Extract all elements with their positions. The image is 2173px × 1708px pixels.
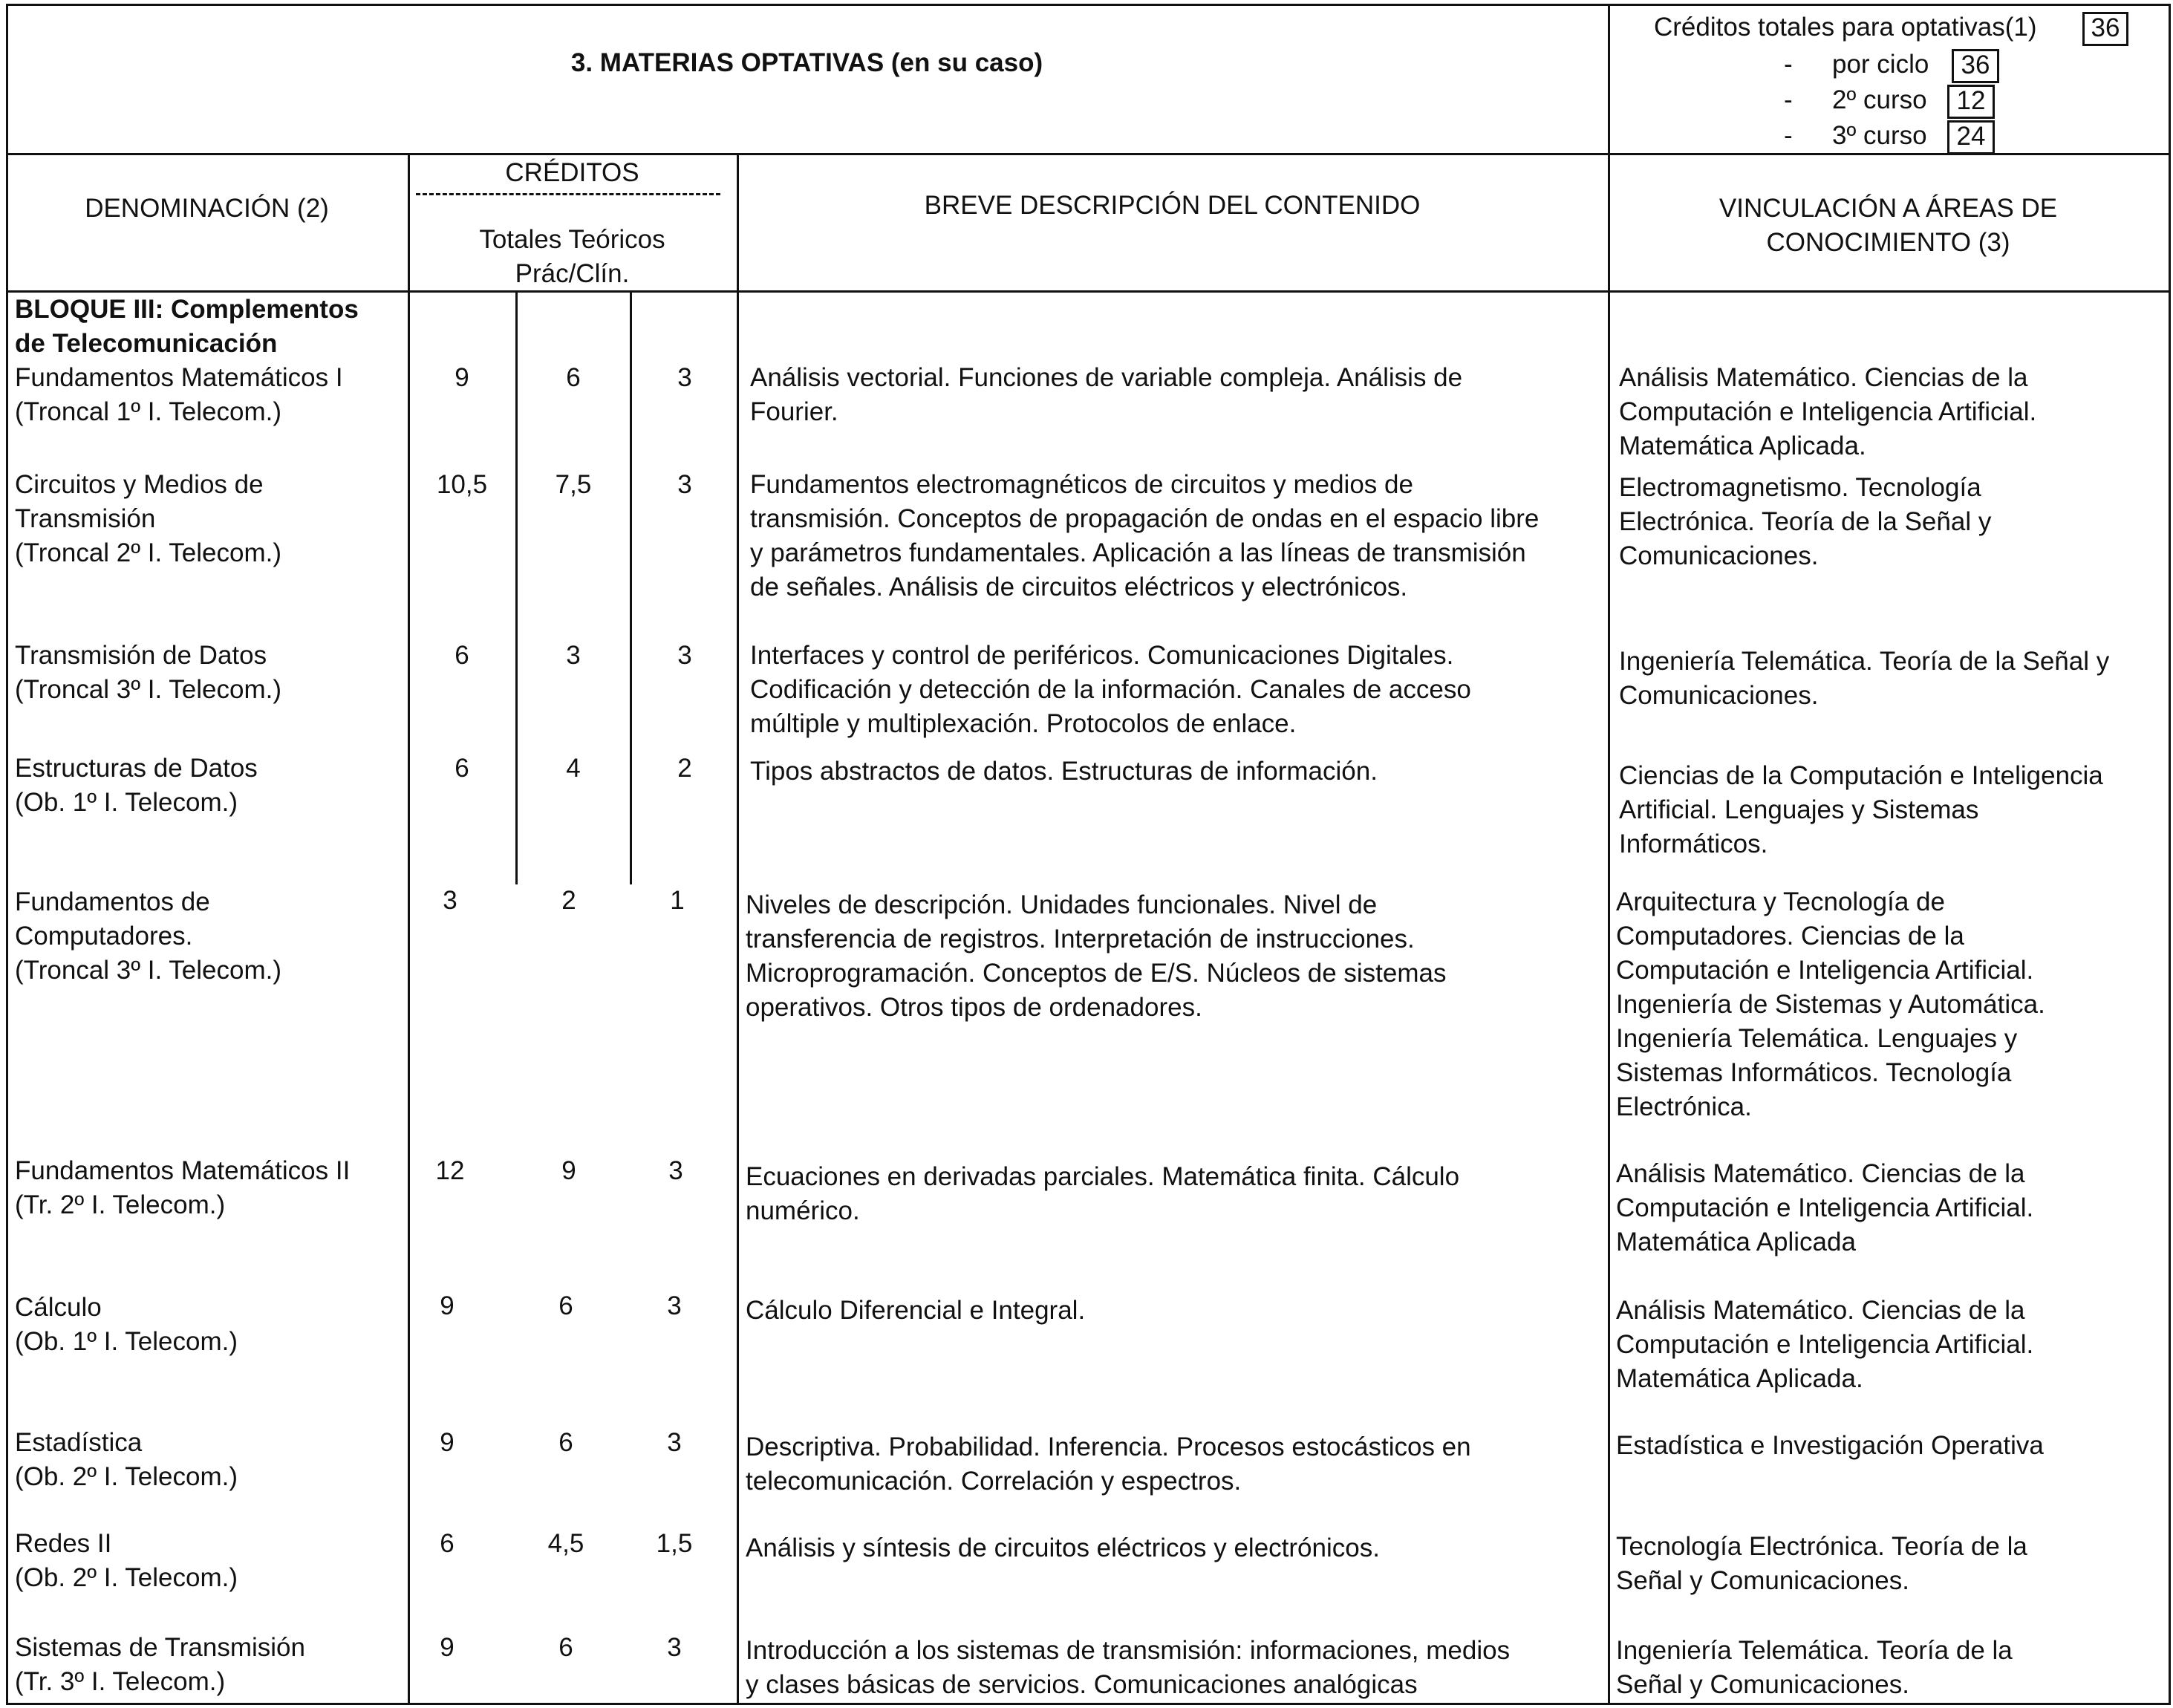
- column-header-creditos-sub: Totales Teóricos Prác/Clín.: [479, 225, 665, 288]
- column-header-descripcion: BREVE DESCRIPCIÓN DEL CONTENIDO: [924, 191, 1421, 220]
- credits-dashed-rule: [416, 193, 720, 195]
- credits-practice: 2: [677, 754, 692, 783]
- knowledge-areas: Estadística e Investigación Operativa: [1616, 1431, 2044, 1460]
- subject-name: Transmisión de Datos (Troncal 3º I. Telecom.): [15, 641, 282, 704]
- credits-practice: 1: [670, 886, 685, 915]
- column-divider-credits-left: [408, 153, 410, 1705]
- credits-ciclo-label: por ciclo: [1832, 50, 1929, 79]
- column-divider-credits-right: [737, 153, 739, 1705]
- credits-practice: 3: [677, 641, 692, 670]
- credits-total: 9: [455, 363, 469, 392]
- credits-total-box: 36: [2082, 12, 2128, 46]
- credits-3curso-label: 3º curso: [1832, 121, 1927, 150]
- credits-practice: 3: [667, 1633, 682, 1662]
- subject-description: Tipos abstractos de datos. Estructuras de información.: [750, 757, 1378, 786]
- credits-theory: 4,5: [547, 1529, 584, 1558]
- section-title: 3. MATERIAS OPTATIVAS (en su caso): [570, 48, 1043, 77]
- credits-theory: 6: [558, 1633, 573, 1662]
- subject-name: Fundamentos Matemáticos I (Troncal 1º I. Telecom.): [15, 363, 343, 426]
- credits-ciclo-box: 36: [1952, 49, 1999, 83]
- credits-theory: 7,5: [555, 470, 592, 499]
- knowledge-areas: Análisis Matemático. Ciencias de la Computación e Inteligencia Artificial. Matemática Aplicada.: [1616, 1296, 2034, 1393]
- subject-name: Estructuras de Datos (Ob. 1º I. Telecom.): [15, 754, 258, 817]
- credits-subdivider-1: [515, 290, 518, 884]
- knowledge-areas: Electromagnetismo. Tecnología Electrónica. Teoría de la Señal y Comunicaciones.: [1619, 473, 1992, 570]
- knowledge-areas: Tecnología Electrónica. Teoría de la Señal y Comunicaciones.: [1616, 1532, 2027, 1595]
- table-border-bottom: [6, 1703, 2171, 1705]
- subject-name: Fundamentos Matemáticos II (Tr. 2º I. Telecom.): [15, 1156, 351, 1219]
- table-border-left: [6, 4, 8, 1705]
- credits-theory: 9: [561, 1156, 576, 1185]
- credits-3curso-box: 24: [1947, 120, 1995, 154]
- column-header-vinculacion: VINCULACIÓN A ÁREAS DE CONOCIMIENTO (3): [1718, 194, 2058, 257]
- credits-practice: 3: [677, 470, 692, 499]
- knowledge-areas: Ciencias de la Computación e Inteligencia Artificial. Lenguajes y Sistemas Informáticos.: [1619, 761, 2103, 858]
- credits-3curso-dash: -: [1784, 121, 1793, 150]
- credits-total: 9: [440, 1291, 455, 1320]
- table-border-top: [6, 4, 2171, 6]
- column-header-denominacion: DENOMINACIÓN (2): [85, 194, 329, 223]
- subject-description: Cálculo Diferencial e Integral.: [746, 1296, 1086, 1325]
- column-divider-header: [1608, 4, 1610, 154]
- credits-ciclo-dash: -: [1784, 50, 1793, 79]
- credits-total: 12: [435, 1156, 465, 1185]
- subject-name: Sistemas de Transmisión (Tr. 3º I. Telecom.): [15, 1633, 305, 1696]
- credits-practice: 3: [677, 363, 692, 392]
- knowledge-areas: Análisis Matemático. Ciencias de la Computación e Inteligencia Artificial. Matemática Aplicada: [1616, 1159, 2034, 1256]
- credits-total: 6: [455, 641, 469, 670]
- header-separator: [6, 153, 2171, 155]
- subject-description: Análisis y síntesis de circuitos eléctricos y electrónicos.: [746, 1533, 1380, 1562]
- credits-theory: 6: [558, 1291, 573, 1320]
- credits-practice: 1,5: [656, 1529, 693, 1558]
- credits-total-label: Créditos totales para optativas(1): [1654, 13, 2037, 42]
- credits-subdivider-2: [630, 290, 632, 884]
- table-border-right: [2169, 4, 2171, 1705]
- credits-total: 9: [440, 1633, 455, 1662]
- credits-2curso-label: 2º curso: [1832, 85, 1927, 114]
- subject-description: Análisis vectorial. Funciones de variable compleja. Análisis de Fourier.: [750, 363, 1463, 426]
- column-divider-areas: [1608, 153, 1610, 1705]
- knowledge-areas: Arquitectura y Tecnología de Computadores. Ciencias de la Computación e Inteligencia Artificial. Ingeniería de Sistemas y Automática. Ingeniería Telemática. Lenguajes y Sistemas Informáticos. Tecnología Electrónica.: [1616, 887, 2045, 1121]
- knowledge-areas: Ingeniería Telemática. Teoría de la Señal y Comunicaciones.: [1619, 647, 2110, 710]
- credits-total: 9: [440, 1428, 455, 1457]
- credits-theory: 6: [566, 363, 581, 392]
- subject-description: Niveles de descripción. Unidades funcionales. Nivel de transferencia de registros. Interpretación de instrucciones. Microprogramación. Conceptos de E/S. Núcleos de sistemas operativos. Otros tipos de ordenadores.: [746, 890, 1447, 1022]
- subject-description: Interfaces y control de periféricos. Comunicaciones Digitales. Codificación y detección de la información. Canales de acceso múltiple y multiplexación. Protocolos de enlace.: [750, 641, 1471, 738]
- credits-total: 6: [440, 1529, 455, 1558]
- credits-practice: 3: [667, 1291, 682, 1320]
- subject-name: Cálculo (Ob. 1º I. Telecom.): [15, 1293, 238, 1356]
- column-header-creditos: CRÉDITOS: [505, 158, 639, 187]
- knowledge-areas: Análisis Matemático. Ciencias de la Computación e Inteligencia Artificial. Matemática Aplicada.: [1619, 363, 2037, 460]
- credits-practice: 3: [667, 1428, 682, 1457]
- credits-practice: 3: [668, 1156, 683, 1185]
- subject-description: Ecuaciones en derivadas parciales. Matemática finita. Cálculo numérico.: [746, 1162, 1460, 1225]
- credits-total: 10,5: [436, 470, 488, 499]
- credits-total: 3: [443, 886, 457, 915]
- credits-theory: 2: [561, 886, 576, 915]
- credits-theory: 4: [566, 754, 581, 783]
- block-title: BLOQUE III: Complementos de Telecomunicación: [15, 295, 359, 358]
- subject-name: Circuitos y Medios de Transmisión (Troncal 2º I. Telecom.): [15, 470, 282, 567]
- subject-description: Descriptiva. Probabilidad. Inferencia. Procesos estocásticos en telecomunicación. Correlación y espectros.: [746, 1432, 1471, 1496]
- credits-theory: 3: [566, 641, 581, 670]
- subject-name: Fundamentos de Computadores. (Troncal 3º I. Telecom.): [15, 887, 282, 985]
- subject-name: Redes II (Ob. 2º I. Telecom.): [15, 1529, 238, 1592]
- subject-description: Fundamentos electromagnéticos de circuitos y medios de transmisión. Conceptos de propagación de ondas en el espacio libre y parámetros fundamentales. Aplicación a las líneas de transmisión de señales. Análisis de circuitos eléctricos y electrónicos.: [750, 470, 1540, 602]
- knowledge-areas: Ingeniería Telemática. Teoría de la Señal y Comunicaciones.: [1616, 1636, 2013, 1699]
- credits-total: 6: [455, 754, 469, 783]
- credits-theory: 6: [558, 1428, 573, 1457]
- credits-2curso-box: 12: [1947, 85, 1995, 119]
- subject-name: Estadística (Ob. 2º I. Telecom.): [15, 1428, 238, 1491]
- credits-2curso-dash: -: [1784, 85, 1793, 114]
- subject-description: Introducción a los sistemas de transmisión: informaciones, medios y clases básicas de servicios. Comunicaciones analógicas: [746, 1636, 1511, 1699]
